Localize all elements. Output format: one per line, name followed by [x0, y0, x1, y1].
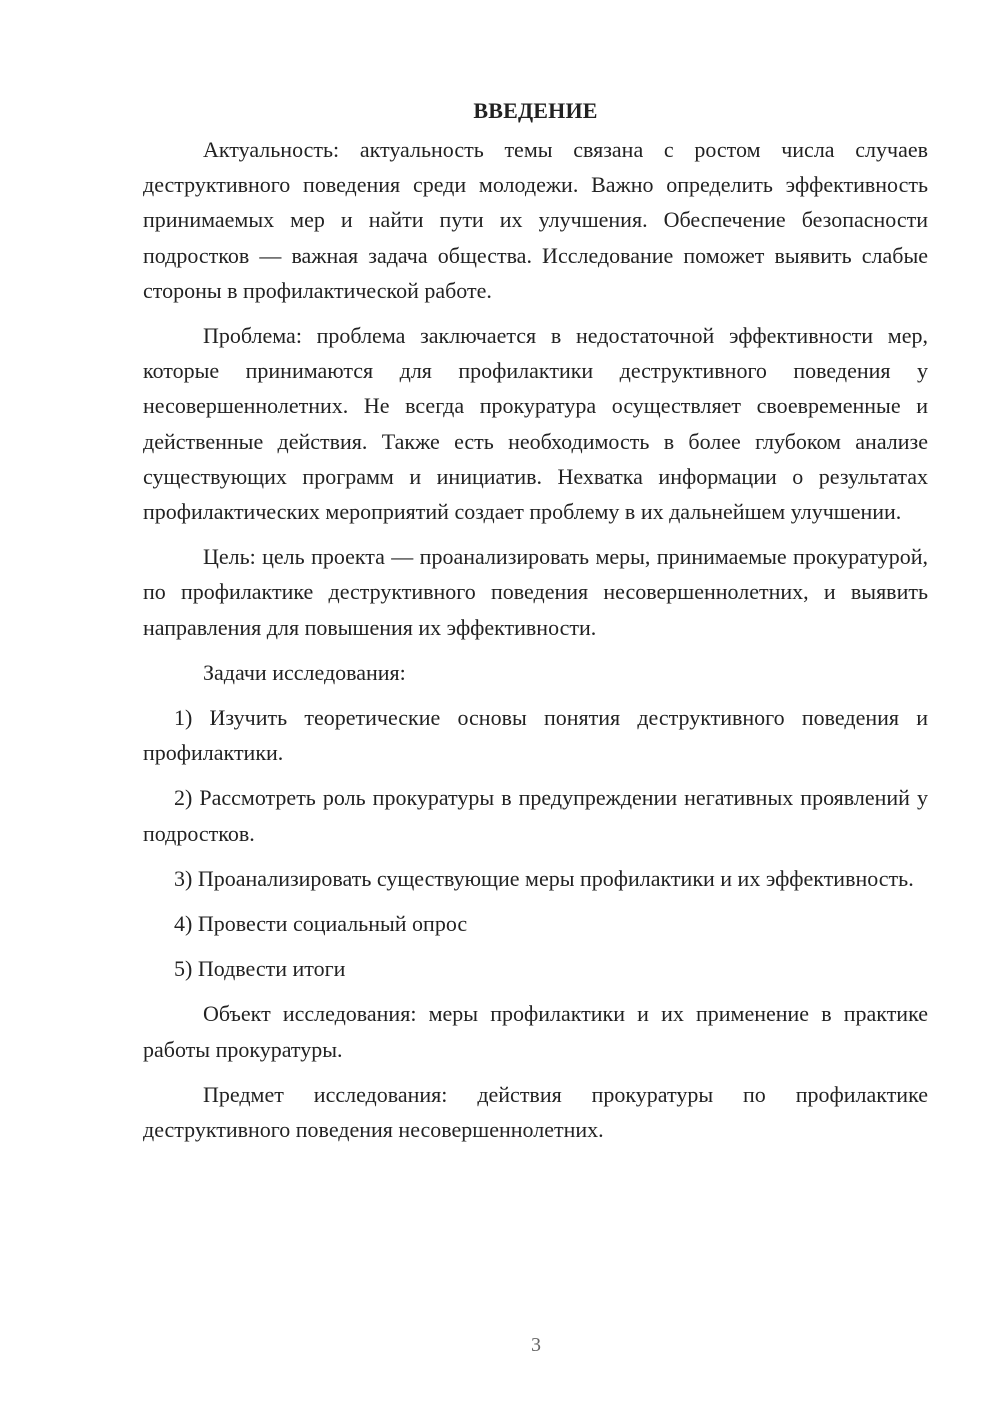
paragraph-subject: Предмет исследования: действия прокуратуры по профилактике деструктивного поведения несовершеннолетних.	[143, 1081, 928, 1143]
paragraph-problem: Проблема: проблема заключается в недостаточной эффективности мер, которые принимаются для профилактики деструктивного поведения у несовершеннолетних. Не всегда прокуратура осуществляет своевременные и действенные действия. Также есть необходимость в более глубоком анализе существующих программ и инициатив. Нехватка информации о результатах профилактических мероприятий создает проблему в их дальнейшем улучшении.	[143, 323, 928, 525]
task-item-1: 1) Изучить теоретические основы понятия деструктивного поведения и профилактики.	[143, 705, 928, 766]
paragraph-relevance: Актуальность: актуальность темы связана с ростом числа случаев деструктивного поведения среди молодежи. Важно определить эффективность принимаемых мер и найти пути их улучшения. Обеспечение безопасности подростков — важная задача общества. Исследование поможет выявить слабые стороны в профилактической работе.	[143, 137, 928, 303]
page-number: 3	[531, 1334, 541, 1356]
task-item-3: 3) Проанализировать существующие меры профилактики и их эффективность.	[174, 865, 914, 891]
page-content	[143, 93, 928, 1157]
task-item-2: 2) Рассмотреть роль прокуратуры в предупреждении негативных проявлений у подростков.	[143, 785, 928, 846]
tasks-heading: Задачи исследования:	[203, 659, 406, 685]
page-title: ВВЕДЕНИЕ	[473, 98, 598, 123]
paragraph-goal: Цель: цель проекта — проанализировать меры, принимаемые прокуратурой, по профилактике деструктивного поведения несовершеннолетних, и выявить направления для повышения их эффективности.	[143, 544, 928, 640]
paragraph-object: Объект исследования: меры профилактики и их применение в практике работы прокуратуры.	[143, 1001, 928, 1062]
task-item-5: 5) Подвести итоги	[174, 956, 346, 982]
task-item-4: 4) Провести социальный опрос	[174, 911, 468, 937]
